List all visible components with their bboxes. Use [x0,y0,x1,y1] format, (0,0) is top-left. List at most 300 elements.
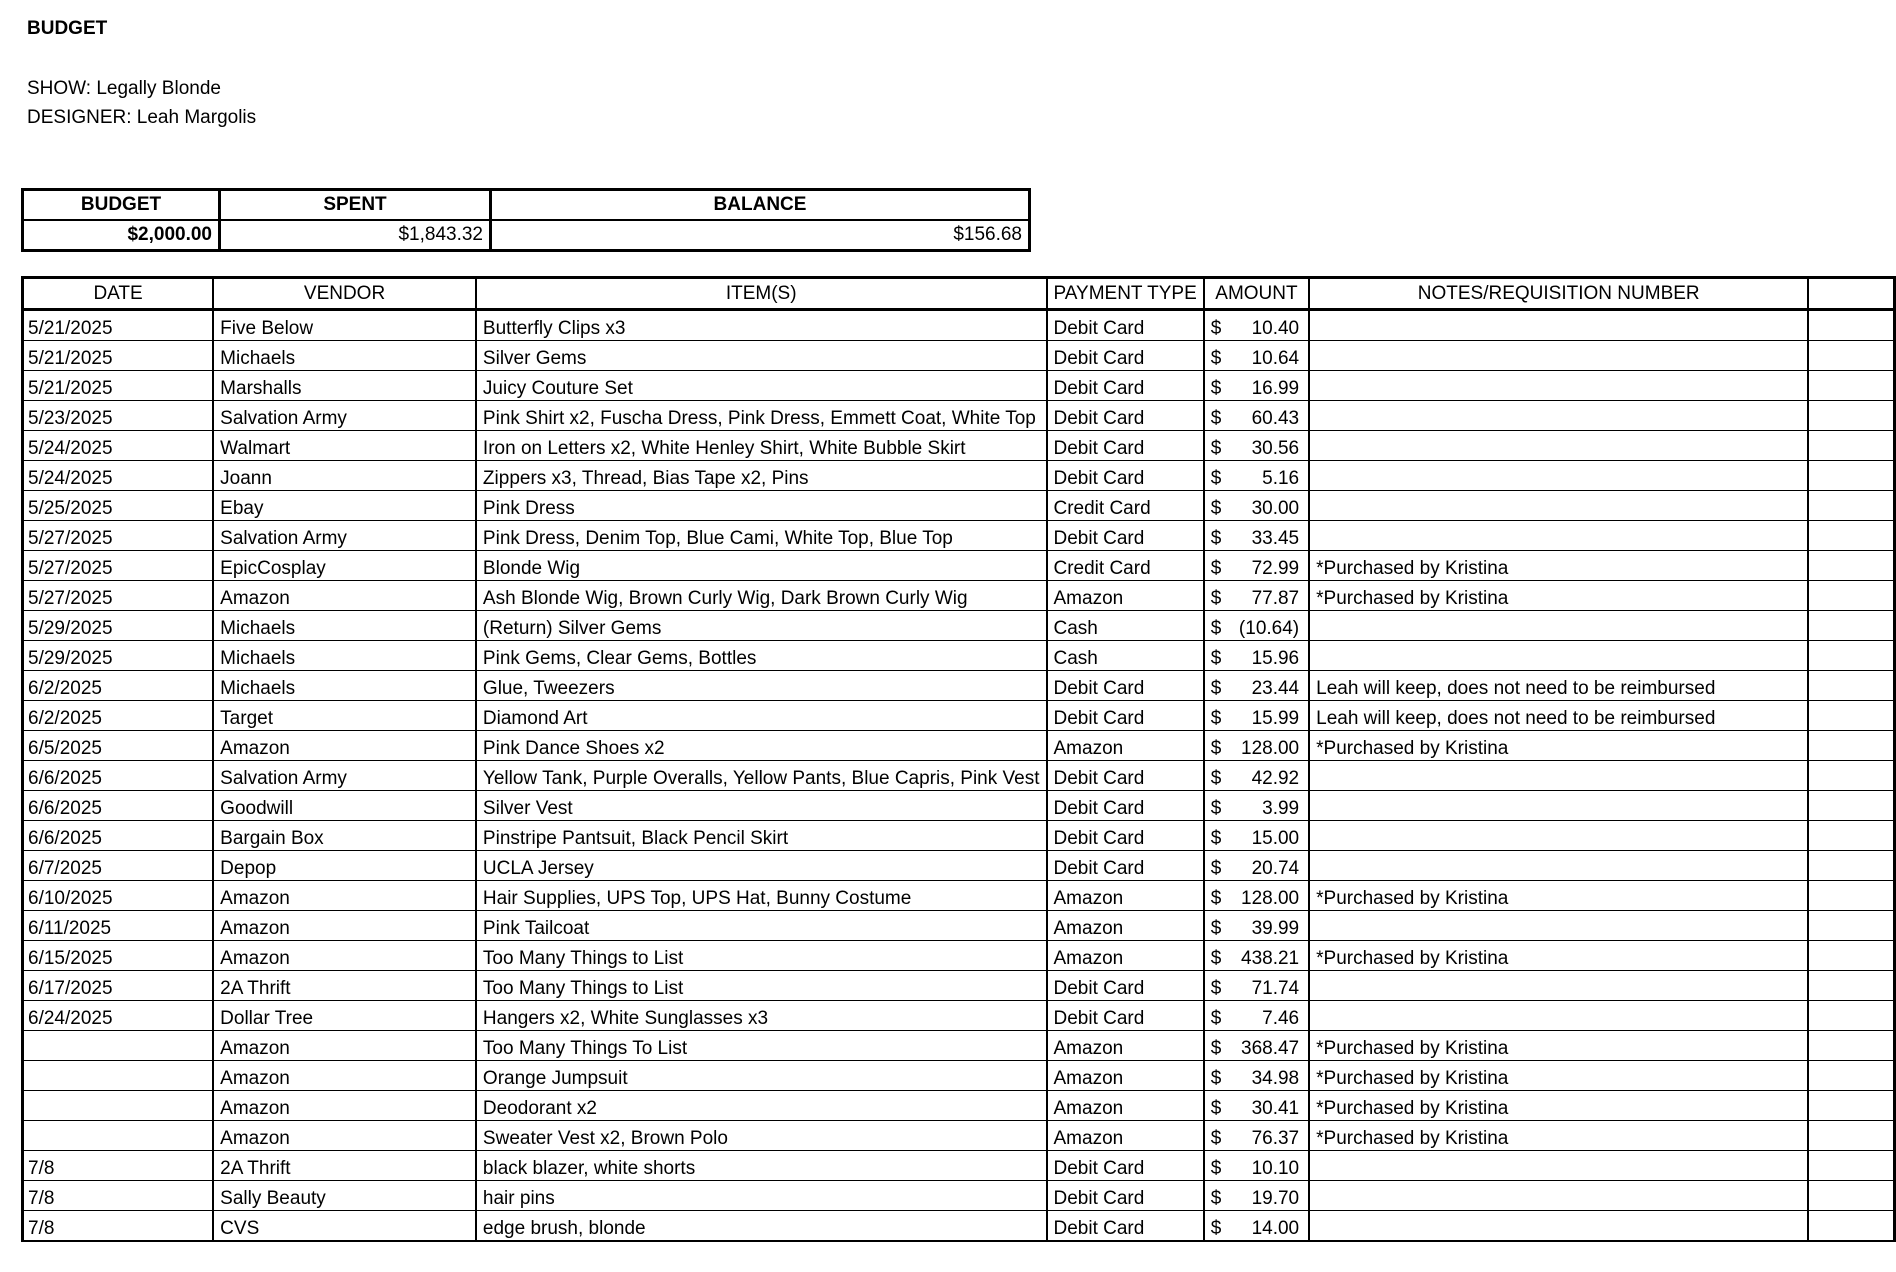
amount-value: 76.37 [1251,1128,1300,1149]
currency-symbol: $ [1210,648,1222,669]
currency-symbol: $ [1210,1038,1222,1059]
notes-cell[interactable]: Leah will keep, does not need to be reimbursed [1309,671,1808,701]
notes-cell[interactable] [1309,851,1808,881]
notes-cell[interactable] [1309,1151,1808,1181]
summary-spent-cell[interactable]: $1,843.32 [220,220,491,251]
table-row [23,851,1895,881]
amount-value: 438.21 [1241,948,1300,969]
notes-cell[interactable]: *Purchased by Kristina [1309,941,1808,971]
items-cell[interactable]: Diamond Art [476,701,1047,731]
extra-cell[interactable] [1808,911,1894,941]
amount-cell[interactable] [1204,551,1309,581]
vendor-cell[interactable]: Amazon [213,1121,476,1151]
vendor-cell[interactable]: Five Below [213,310,476,341]
date-cell[interactable] [23,1031,214,1061]
payment-type-cell[interactable]: Debit Card [1047,1001,1204,1031]
vendor-cell[interactable]: Michaels [213,641,476,671]
date-cell[interactable]: 6/15/2025 [23,941,214,971]
items-cell[interactable]: Pinstripe Pantsuit, Black Pencil Skirt [476,821,1047,851]
items-cell[interactable]: Pink Shirt x2, Fuscha Dress, Pink Dress, Emmett Coat, White Top [476,401,1047,431]
table-row [23,1211,1895,1242]
extra-cell[interactable] [1808,851,1894,881]
show-line: SHOW: Legally Blonde [27,78,221,99]
date-cell[interactable]: 5/21/2025 [23,310,214,341]
amount-cell[interactable] [1204,1091,1309,1121]
payment-type-cell[interactable]: Amazon [1047,731,1204,761]
payment-type-cell[interactable]: Amazon [1047,1031,1204,1061]
date-cell[interactable]: 6/7/2025 [23,851,214,881]
amount-cell[interactable] [1204,341,1309,371]
payment-type-cell[interactable]: Credit Card [1047,491,1204,521]
notes-cell[interactable] [1309,310,1808,341]
amount-value: 3.99 [1262,798,1300,819]
vendor-cell[interactable]: Bargain Box [213,821,476,851]
items-cell[interactable]: edge brush, blonde [476,1211,1047,1242]
amount-cell[interactable] [1204,671,1309,701]
notes-cell[interactable] [1309,641,1808,671]
payment-type-cell[interactable]: Cash [1047,611,1204,641]
notes-cell[interactable] [1309,491,1808,521]
summary-header-budget: BUDGET [23,190,220,221]
vendor-cell[interactable]: Salvation Army [213,401,476,431]
amount-cell[interactable] [1204,911,1309,941]
amount-cell[interactable] [1204,310,1309,341]
vendor-cell[interactable]: Salvation Army [213,761,476,791]
notes-cell[interactable] [1309,1001,1808,1031]
payment-type-cell[interactable]: Debit Card [1047,1211,1204,1242]
items-cell[interactable]: Butterfly Clips x3 [476,310,1047,341]
date-cell[interactable]: 5/27/2025 [23,581,214,611]
date-cell[interactable]: 6/5/2025 [23,731,214,761]
date-cell[interactable]: 7/8 [23,1181,214,1211]
ledger-header-row [23,278,1895,310]
payment-type-cell[interactable]: Amazon [1047,581,1204,611]
date-cell[interactable]: 5/24/2025 [23,431,214,461]
notes-cell[interactable] [1309,371,1808,401]
date-cell[interactable]: 5/27/2025 [23,551,214,581]
summary-balance-cell[interactable]: $156.68 [491,220,1030,251]
notes-cell[interactable]: *Purchased by Kristina [1309,1121,1808,1151]
currency-symbol: $ [1210,708,1222,729]
items-cell[interactable]: hair pins [476,1181,1047,1211]
table-row [23,791,1895,821]
vendor-cell[interactable]: Amazon [213,911,476,941]
amount-cell[interactable] [1204,1181,1309,1211]
items-cell[interactable]: Orange Jumpsuit [476,1061,1047,1091]
payment-type-cell[interactable]: Amazon [1047,1061,1204,1091]
items-cell[interactable]: Pink Dress [476,491,1047,521]
table-row [23,911,1895,941]
extra-cell[interactable] [1808,611,1894,641]
notes-cell[interactable] [1309,611,1808,641]
notes-cell[interactable] [1309,791,1808,821]
table-row [23,1061,1895,1091]
table-row [23,1181,1895,1211]
date-cell[interactable]: 6/6/2025 [23,821,214,851]
date-cell[interactable]: 5/29/2025 [23,641,214,671]
vendor-cell[interactable]: Walmart [213,431,476,461]
vendor-cell[interactable]: Amazon [213,581,476,611]
amount-cell[interactable] [1204,821,1309,851]
amount-cell[interactable] [1204,791,1309,821]
payment-type-cell[interactable]: Debit Card [1047,761,1204,791]
items-cell[interactable]: Yellow Tank, Purple Overalls, Yellow Pants, Blue Capris, Pink Vest [476,761,1047,791]
extra-cell[interactable] [1808,1091,1894,1121]
items-cell[interactable]: Too Many Things to List [476,971,1047,1001]
currency-symbol: $ [1210,858,1222,879]
table-row [23,731,1895,761]
date-cell[interactable]: 6/10/2025 [23,881,214,911]
table-row [23,371,1895,401]
payment-type-cell[interactable]: Debit Card [1047,521,1204,551]
payment-type-cell[interactable]: Debit Card [1047,401,1204,431]
date-cell[interactable]: 7/8 [23,1211,214,1242]
vendor-cell[interactable]: Amazon [213,881,476,911]
vendor-cell[interactable]: Goodwill [213,791,476,821]
amount-value: 10.10 [1251,1158,1300,1179]
amount-cell[interactable] [1204,461,1309,491]
payment-type-cell[interactable]: Debit Card [1047,341,1204,371]
notes-cell[interactable] [1309,401,1808,431]
summary-budget-cell[interactable]: $2,000.00 [23,220,220,251]
col-header-vendor: VENDOR [213,278,476,310]
extra-cell[interactable] [1808,971,1894,1001]
extra-cell[interactable] [1808,731,1894,761]
amount-value: 10.40 [1251,318,1300,339]
items-cell[interactable]: Pink Tailcoat [476,911,1047,941]
date-cell[interactable]: 6/2/2025 [23,701,214,731]
vendor-cell[interactable]: Amazon [213,1091,476,1121]
notes-cell[interactable] [1309,521,1808,551]
amount-cell[interactable] [1204,1121,1309,1151]
col-header-date: DATE [23,278,214,310]
currency-symbol: $ [1210,498,1222,519]
amount-cell[interactable] [1204,581,1309,611]
table-row [23,821,1895,851]
amount-cell[interactable] [1204,851,1309,881]
currency-symbol: $ [1210,528,1222,549]
payment-type-cell[interactable]: Credit Card [1047,551,1204,581]
vendor-cell[interactable]: Joann [213,461,476,491]
notes-cell[interactable] [1309,461,1808,491]
items-cell[interactable]: Silver Vest [476,791,1047,821]
vendor-cell[interactable]: Ebay [213,491,476,521]
extra-cell[interactable] [1808,671,1894,701]
items-cell[interactable]: Pink Dance Shoes x2 [476,731,1047,761]
extra-cell[interactable] [1808,551,1894,581]
notes-cell[interactable]: *Purchased by Kristina [1309,1031,1808,1061]
date-cell[interactable]: 6/24/2025 [23,1001,214,1031]
table-row [23,971,1895,1001]
table-row [23,1151,1895,1181]
amount-value: 14.00 [1251,1218,1300,1239]
extra-cell[interactable] [1808,310,1894,341]
currency-symbol: $ [1210,798,1222,819]
extra-cell[interactable] [1808,641,1894,671]
vendor-cell[interactable]: Depop [213,851,476,881]
currency-symbol: $ [1210,828,1222,849]
amount-value: 23.44 [1251,678,1300,699]
notes-cell[interactable] [1309,971,1808,1001]
extra-cell[interactable] [1808,341,1894,371]
payment-type-cell[interactable]: Debit Card [1047,461,1204,491]
payment-type-cell[interactable]: Debit Card [1047,821,1204,851]
items-cell[interactable]: Ash Blonde Wig, Brown Curly Wig, Dark Brown Curly Wig [476,581,1047,611]
currency-symbol: $ [1210,618,1222,639]
extra-cell[interactable] [1808,1181,1894,1211]
date-cell[interactable]: 5/24/2025 [23,461,214,491]
extra-cell[interactable] [1808,761,1894,791]
extra-cell[interactable] [1808,941,1894,971]
currency-symbol: $ [1210,1158,1222,1179]
vendor-cell[interactable]: Marshalls [213,371,476,401]
table-row [23,491,1895,521]
items-cell[interactable]: Glue, Tweezers [476,671,1047,701]
vendor-cell[interactable]: 2A Thrift [213,971,476,1001]
payment-type-cell[interactable]: Debit Card [1047,431,1204,461]
items-cell[interactable]: Zippers x3, Thread, Bias Tape x2, Pins [476,461,1047,491]
vendor-cell[interactable]: Amazon [213,1031,476,1061]
amount-cell[interactable] [1204,941,1309,971]
amount-cell[interactable] [1204,1031,1309,1061]
currency-symbol: $ [1210,1128,1222,1149]
notes-cell[interactable]: *Purchased by Kristina [1309,731,1808,761]
items-cell[interactable]: Pink Dress, Denim Top, Blue Cami, White Top, Blue Top [476,521,1047,551]
items-cell[interactable]: Too Many Things To List [476,1031,1047,1061]
amount-cell[interactable] [1204,971,1309,1001]
col-header-payment-type: PAYMENT TYPE [1047,278,1204,310]
currency-symbol: $ [1210,378,1222,399]
table-row [23,521,1895,551]
currency-symbol: $ [1210,918,1222,939]
payment-type-cell[interactable]: Debit Card [1047,310,1204,341]
payment-type-cell[interactable]: Amazon [1047,911,1204,941]
amount-value: 128.00 [1241,738,1300,759]
amount-cell[interactable] [1204,521,1309,551]
table-row [23,310,1895,341]
currency-symbol: $ [1210,738,1222,759]
amount-cell[interactable] [1204,1151,1309,1181]
currency-symbol: $ [1210,348,1222,369]
extra-cell[interactable] [1808,791,1894,821]
notes-cell[interactable] [1309,911,1808,941]
payment-type-cell[interactable]: Amazon [1047,1121,1204,1151]
vendor-cell[interactable]: EpicCosplay [213,551,476,581]
extra-cell[interactable] [1808,1031,1894,1061]
table-row [23,1001,1895,1031]
amount-value: (10.64) [1238,618,1300,639]
vendor-cell[interactable]: Michaels [213,671,476,701]
vendor-cell[interactable]: Sally Beauty [213,1181,476,1211]
summary-header-spent: SPENT [220,190,491,221]
amount-value: 15.96 [1251,648,1300,669]
amount-cell[interactable] [1204,431,1309,461]
date-cell[interactable] [23,1121,214,1151]
amount-value: 368.47 [1241,1038,1300,1059]
extra-cell[interactable] [1808,491,1894,521]
amount-value: 33.45 [1251,528,1300,549]
date-cell[interactable]: 7/8 [23,1151,214,1181]
amount-value: 19.70 [1251,1188,1300,1209]
amount-cell[interactable] [1204,401,1309,431]
currency-symbol: $ [1210,678,1222,699]
payment-type-cell[interactable]: Debit Card [1047,791,1204,821]
date-cell[interactable]: 5/29/2025 [23,611,214,641]
date-cell[interactable]: 5/21/2025 [23,371,214,401]
extra-cell[interactable] [1808,461,1894,491]
date-cell[interactable]: 6/2/2025 [23,671,214,701]
notes-cell[interactable]: Leah will keep, does not need to be reimbursed [1309,701,1808,731]
items-cell[interactable]: Too Many Things to List [476,941,1047,971]
extra-cell[interactable] [1808,821,1894,851]
extra-cell[interactable] [1808,701,1894,731]
amount-cell[interactable] [1204,731,1309,761]
ledger-body [23,310,1895,1242]
notes-cell[interactable]: *Purchased by Kristina [1309,581,1808,611]
extra-cell[interactable] [1808,521,1894,551]
notes-cell[interactable]: *Purchased by Kristina [1309,1061,1808,1091]
items-cell[interactable]: black blazer, white shorts [476,1151,1047,1181]
amount-cell[interactable] [1204,701,1309,731]
extra-cell[interactable] [1808,581,1894,611]
items-cell[interactable]: Silver Gems [476,341,1047,371]
extra-cell[interactable] [1808,401,1894,431]
notes-cell[interactable] [1309,761,1808,791]
ledger-table [21,276,1896,1242]
payment-type-cell[interactable]: Cash [1047,641,1204,671]
table-row [23,641,1895,671]
date-cell[interactable]: 6/6/2025 [23,791,214,821]
payment-type-cell[interactable]: Debit Card [1047,671,1204,701]
amount-cell[interactable] [1204,761,1309,791]
amount-value: 16.99 [1251,378,1300,399]
amount-value: 30.56 [1251,438,1300,459]
amount-value: 34.98 [1251,1068,1300,1089]
vendor-cell[interactable]: Salvation Army [213,521,476,551]
vendor-cell[interactable]: CVS [213,1211,476,1242]
notes-cell[interactable]: *Purchased by Kristina [1309,881,1808,911]
payment-type-cell[interactable]: Debit Card [1047,1151,1204,1181]
table-row [23,1091,1895,1121]
amount-value: 39.99 [1251,918,1300,939]
table-row [23,461,1895,491]
amount-cell[interactable] [1204,1211,1309,1242]
payment-type-cell[interactable]: Amazon [1047,1091,1204,1121]
items-cell[interactable]: Hangers x2, White Sunglasses x3 [476,1001,1047,1031]
items-cell[interactable]: Juicy Couture Set [476,371,1047,401]
vendor-cell[interactable]: Amazon [213,1061,476,1091]
notes-cell[interactable] [1309,821,1808,851]
extra-cell[interactable] [1808,1001,1894,1031]
currency-symbol: $ [1210,1218,1222,1239]
currency-symbol: $ [1210,438,1222,459]
amount-cell[interactable] [1204,641,1309,671]
date-cell[interactable]: 6/17/2025 [23,971,214,1001]
notes-cell[interactable] [1309,341,1808,371]
date-cell[interactable] [23,1061,214,1091]
amount-cell[interactable] [1204,1061,1309,1091]
items-cell[interactable]: Hair Supplies, UPS Top, UPS Hat, Bunny Costume [476,881,1047,911]
items-cell[interactable]: UCLA Jersey [476,851,1047,881]
vendor-cell[interactable]: Dollar Tree [213,1001,476,1031]
vendor-cell[interactable]: Michaels [213,611,476,641]
payment-type-cell[interactable]: Debit Card [1047,851,1204,881]
table-row [23,401,1895,431]
currency-symbol: $ [1210,768,1222,789]
currency-symbol: $ [1210,1188,1222,1209]
items-cell[interactable]: Pink Gems, Clear Gems, Bottles [476,641,1047,671]
notes-cell[interactable]: *Purchased by Kristina [1309,1091,1808,1121]
date-cell[interactable]: 6/11/2025 [23,911,214,941]
amount-value: 30.00 [1251,498,1300,519]
extra-cell[interactable] [1808,1211,1894,1242]
notes-cell[interactable]: *Purchased by Kristina [1309,551,1808,581]
amount-value: 71.74 [1251,978,1300,999]
payment-type-cell[interactable]: Debit Card [1047,371,1204,401]
items-cell[interactable]: Sweater Vest x2, Brown Polo [476,1121,1047,1151]
items-cell[interactable]: Blonde Wig [476,551,1047,581]
payment-type-cell[interactable]: Amazon [1047,881,1204,911]
date-cell[interactable]: 6/6/2025 [23,761,214,791]
items-cell[interactable]: Deodorant x2 [476,1091,1047,1121]
amount-cell[interactable] [1204,1001,1309,1031]
date-cell[interactable]: 5/21/2025 [23,341,214,371]
vendor-cell[interactable]: Target [213,701,476,731]
currency-symbol: $ [1210,468,1222,489]
date-cell[interactable]: 5/23/2025 [23,401,214,431]
items-cell[interactable]: Iron on Letters x2, White Henley Shirt, White Bubble Skirt [476,431,1047,461]
extra-cell[interactable] [1808,1151,1894,1181]
col-header-amount: AMOUNT [1204,278,1309,310]
date-cell[interactable]: 5/27/2025 [23,521,214,551]
currency-symbol: $ [1210,408,1222,429]
payment-type-cell[interactable]: Debit Card [1047,1181,1204,1211]
currency-symbol: $ [1210,888,1222,909]
amount-cell[interactable] [1204,881,1309,911]
table-row [23,881,1895,911]
amount-value: 77.87 [1251,588,1300,609]
currency-symbol: $ [1210,318,1222,339]
extra-cell[interactable] [1808,1121,1894,1151]
vendor-cell[interactable]: Amazon [213,941,476,971]
date-cell[interactable] [23,1091,214,1121]
payment-type-cell[interactable]: Debit Card [1047,701,1204,731]
currency-symbol: $ [1210,1068,1222,1089]
col-header-items: ITEM(S) [476,278,1047,310]
vendor-cell[interactable]: Amazon [213,731,476,761]
amount-cell[interactable] [1204,491,1309,521]
amount-value: 30.41 [1251,1098,1300,1119]
items-cell[interactable]: (Return) Silver Gems [476,611,1047,641]
extra-cell[interactable] [1808,431,1894,461]
extra-cell[interactable] [1808,881,1894,911]
payment-type-cell[interactable]: Amazon [1047,941,1204,971]
date-cell[interactable]: 5/25/2025 [23,491,214,521]
notes-cell[interactable] [1309,431,1808,461]
notes-cell[interactable] [1309,1211,1808,1242]
notes-cell[interactable] [1309,1181,1808,1211]
vendor-cell[interactable]: Michaels [213,341,476,371]
extra-cell[interactable] [1808,1061,1894,1091]
currency-symbol: $ [1210,948,1222,969]
amount-cell[interactable] [1204,371,1309,401]
vendor-cell[interactable]: 2A Thrift [213,1151,476,1181]
amount-value: 20.74 [1251,858,1300,879]
amount-cell[interactable] [1204,611,1309,641]
extra-cell[interactable] [1808,371,1894,401]
table-row [23,551,1895,581]
payment-type-cell[interactable]: Debit Card [1047,971,1204,1001]
